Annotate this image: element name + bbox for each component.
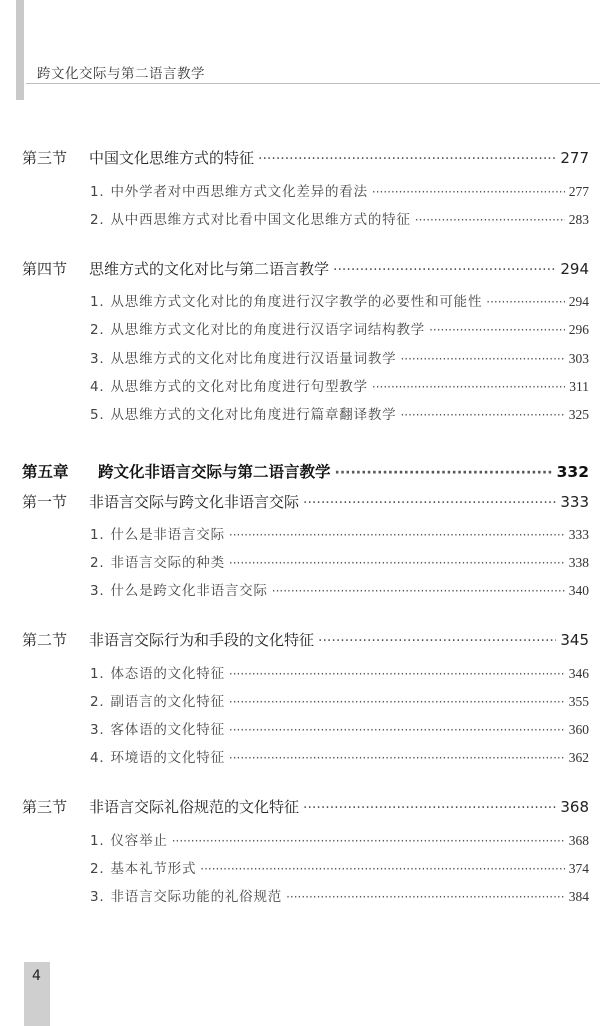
dot-leader [303,800,556,816]
dot-leader [335,465,553,481]
page-ref: 338 [568,555,589,570]
page-ref: 368 [568,833,589,848]
page-ref: 333 [560,493,589,511]
toc-section[interactable] [22,258,589,279]
page-ref: 325 [568,407,589,422]
dot-leader [200,862,564,876]
item-title: 从中西思维方式对比看中国文化思维方式的特征 [110,212,411,228]
item-title: 从思维方式文化对比的角度进行汉字教学的必要性和可能性 [110,294,483,310]
toc-item[interactable] [90,180,589,200]
item-title: 非语言交际功能的礼俗规范 [110,889,283,905]
chapter-title: 跨文化非语言交际与第二语言教学 [98,463,331,481]
toc-item[interactable] [90,403,589,423]
section-title: 中国文化思维方式的特征 [89,149,255,167]
item-title: 从思维方式的文化对比角度进行汉语量词教学 [110,351,397,367]
page-number: 4 [32,968,41,984]
page-ref: 374 [568,861,589,876]
toc-item[interactable] [90,829,589,849]
toc-item[interactable] [90,857,589,877]
toc-item[interactable] [90,718,589,738]
section-title: 非语言交际与跨文化非语言交际 [89,493,300,511]
dot-leader [415,213,565,227]
item-title: 环境语的文化特征 [110,750,225,766]
toc-item[interactable] [90,318,589,338]
section-number: 第一节 [22,493,68,511]
dot-leader [229,667,565,681]
page-ref: 384 [568,889,589,904]
toc-section[interactable] [22,491,589,512]
toc-item[interactable] [90,523,589,543]
item-title: 副语言的文化特征 [110,694,225,710]
toc-item[interactable] [90,208,589,228]
item-index: 2. [90,212,105,228]
dot-leader [372,380,565,394]
section-number: 第二节 [22,631,68,649]
section-title: 非语言交际行为和手段的文化特征 [89,631,315,649]
toc-section[interactable] [22,147,589,168]
page-ref: 277 [568,184,589,199]
item-index: 3. [90,351,105,367]
page-ref: 303 [568,351,589,366]
dot-leader [229,723,565,737]
item-index: 1. [90,294,105,310]
page-ref: 283 [568,212,589,227]
page-ref: 368 [560,798,589,816]
page-ref: 296 [568,322,589,337]
item-title: 从思维方式的文化对比角度进行句型教学 [110,379,368,395]
dot-leader [286,890,565,904]
page-ref: 332 [556,463,589,481]
item-title: 非语言交际的种类 [110,555,225,571]
dot-leader [333,262,556,278]
dot-leader [400,408,564,422]
toc-item[interactable] [90,690,589,710]
item-index: 3. [90,889,105,905]
item-index: 2. [90,555,105,571]
dot-leader [318,633,556,649]
dot-leader [272,584,565,598]
toc-item[interactable] [90,885,589,905]
item-title: 什么是跨文化非语言交际 [110,583,268,599]
page-ref: 340 [568,583,589,598]
page-ref: 360 [568,722,589,737]
chapter-number: 第五章 [22,463,69,481]
dot-leader [229,528,565,542]
section-title: 思维方式的文化对比与第二语言教学 [89,260,330,278]
item-title: 客体语的文化特征 [110,722,225,738]
toc-item[interactable] [90,347,589,367]
toc-item[interactable] [90,746,589,766]
item-title: 基本礼节形式 [110,861,197,877]
dot-leader [229,695,565,709]
toc-item[interactable] [90,579,589,599]
page-ref: 362 [568,750,589,765]
page-ref: 346 [568,666,589,681]
item-index: 2. [90,322,105,338]
item-index: 3. [90,722,105,738]
page-ref: 294 [560,260,589,278]
page-ref: 345 [560,631,589,649]
dot-leader [486,295,564,309]
item-title: 体态语的文化特征 [110,666,225,682]
dot-leader [258,151,556,167]
item-index: 1. [90,184,105,200]
item-title: 从思维方式的文化对比角度进行篇章翻译教学 [110,407,397,423]
section-title: 非语言交际礼俗规范的文化特征 [89,798,300,816]
toc-chapter[interactable] [22,460,589,482]
dot-leader [303,495,556,511]
item-index: 4. [90,379,105,395]
item-index: 2. [90,861,105,877]
dot-leader [229,751,565,765]
item-title: 仪容举止 [110,833,168,849]
item-title: 从思维方式文化对比的角度进行汉语字词结构教学 [110,322,426,338]
section-number: 第三节 [22,798,68,816]
dot-leader [372,185,565,199]
toc-item[interactable] [90,375,589,395]
section-number: 第三节 [22,149,68,167]
page-ref: 294 [568,294,589,309]
item-title: 什么是非语言交际 [110,527,225,543]
item-index: 1. [90,527,105,543]
toc-section[interactable] [22,629,589,650]
page-ref: 311 [569,379,589,394]
item-index: 5. [90,407,105,423]
page-ref: 333 [568,527,589,542]
page-ref: 355 [568,694,589,709]
item-index: 1. [90,833,105,849]
dot-leader [400,352,564,366]
item-index: 3. [90,583,105,599]
running-header-title: 跨文化交际与第二语言教学 [37,66,205,82]
dot-leader [429,323,565,337]
toc-item[interactable] [90,290,589,310]
toc-item[interactable] [90,551,589,571]
item-index: 2. [90,694,105,710]
section-number: 第四节 [22,260,68,278]
toc-item[interactable] [90,662,589,682]
page-ref: 277 [560,149,589,167]
item-index: 1. [90,666,105,682]
item-index: 4. [90,750,105,766]
item-title: 中外学者对中西思维方式文化差异的看法 [110,184,368,200]
toc-section[interactable] [22,796,589,817]
dot-leader [172,834,565,848]
dot-leader [229,556,565,570]
